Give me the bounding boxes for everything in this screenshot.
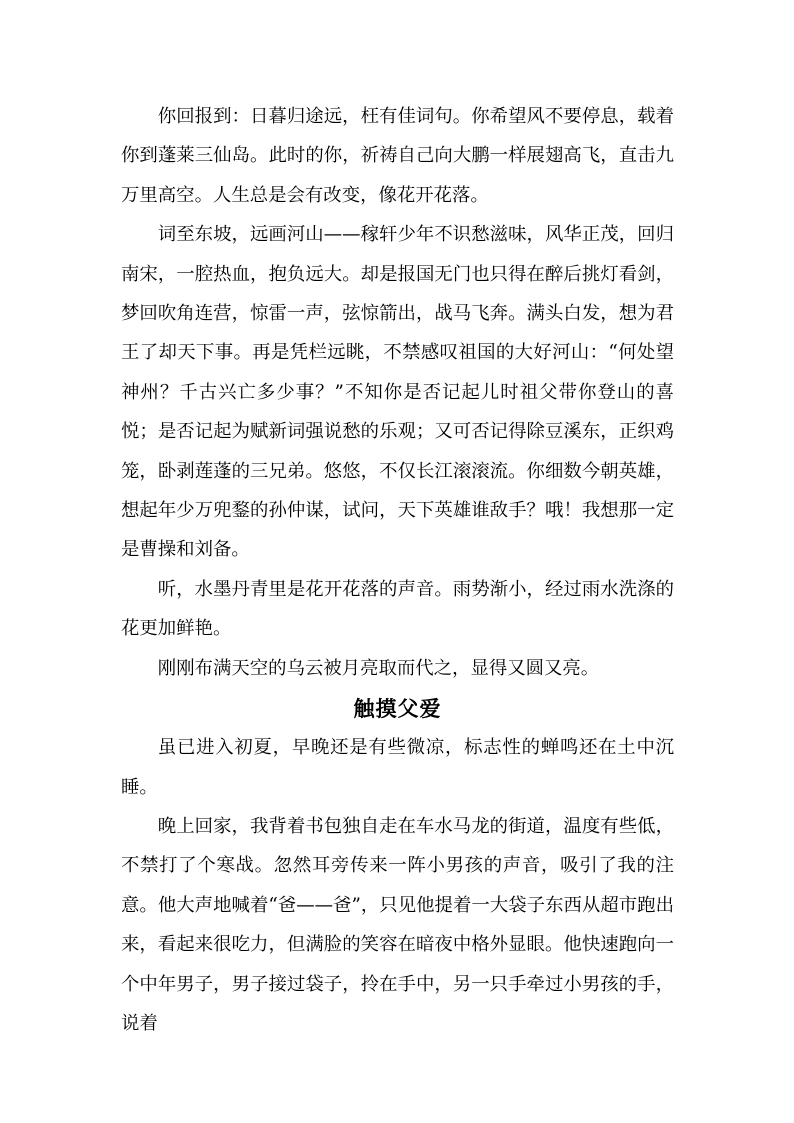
paragraph: 刚刚布满天空的乌云被月亮取而代之，显得又圆又亮。 [157, 657, 600, 679]
paragraph: 晚上回家，我背着书包独自走在车水马龙的街道，温度有些低，不禁打了个寒战。忽然耳旁传来一阵小男孩的声音，吸引了我的注意。他大声地喊着“爸——爸”，只见他提着一大袋子东西从超市跑出来，看起来很吃力，但满脸的笑容在暗夜中格外显眼。他快速跑向一个中年男子，男子接过袋子，拎在手中，另一只手牵过小男孩的手，说着 [121, 815, 674, 1034]
paragraph: 词至东坡，远画河山——稼轩少年不识愁滋味，风华正茂，回归南宋，一腔热血，抱负远大。却是报国无门也只得在醉后挑灯看剑，梦回吹角连营，惊雷一声，弦惊箭出，战马飞奔。满头白发，想为君王了却天下事。再是凭栏远眺，不禁感叹祖国的大好河山：“何处望神州？千古兴亡多少事？”不知你是否记起儿时祖父带你登山的喜悦；是否记起为赋新词强说愁的乐观；又可否记得除豆溪东，正织鸡笼，卧剥莲蓬的三兄弟。悠悠，不仅长江滚滚流。你细数今朝英雄，想起年少万兜鍪的孙仲谋，试问，天下英雄谁敌手？哦！我想那一定是曹操和刘备。 [121, 224, 674, 561]
section-title: 触摸父爱 [353, 696, 442, 722]
paragraph: 你回报到：日暮归途远，枉有佳词句。你希望风不要停息，载着你到蓬莱三仙岛。此时的你，祈祷自己向大鹏一样展翅高飞，直击九万里高空。人生总是会有改变，像花开花落。 [121, 106, 674, 206]
document-body [121, 97, 674, 1043]
paragraph: 听，水墨丹青里是花开花落的声音。雨势渐小，经过雨水洗涤的花更加鲜艳。 [121, 578, 674, 640]
paragraph: 虽已进入初夏，早晚还是有些微凉，标志性的蝉鸣还在土中沉睡。 [121, 737, 674, 798]
